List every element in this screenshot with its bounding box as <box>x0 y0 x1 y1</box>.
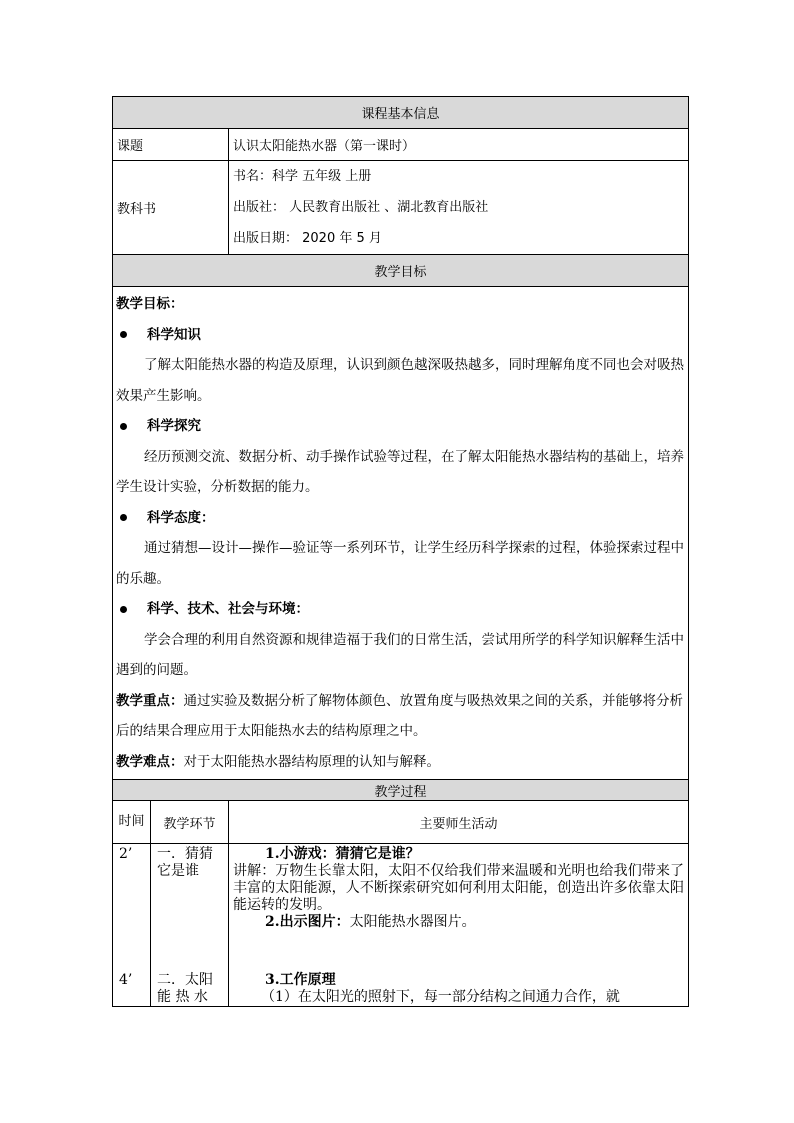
objectives-title: 教学目标： <box>116 296 184 312</box>
publish-date: 出版日期： 2020 年 5 月 <box>233 231 382 246</box>
activity-paragraph: （1）在太阳光的照射下，每一部分结构之间通力合作，就 <box>261 989 620 1005</box>
basic-info-header: 课程基本信息 <box>113 97 689 129</box>
process-steps <box>151 844 229 1007</box>
activity-block <box>233 844 684 972</box>
lesson-plan-document <box>112 96 689 1007</box>
objective-heading: 科学态度： <box>116 503 685 534</box>
objective-text: 通过猜想—设计—操作—验证等一系列环节，让学生经历科学探索的过程，体验探索过程中的乐趣。 <box>116 540 684 587</box>
activity-item: 2.出示图片：太阳能热水器图片。 <box>265 914 476 930</box>
lesson-plan-table <box>112 96 689 1007</box>
process-header: 教学过程 <box>113 780 689 801</box>
bullet-icon <box>120 331 127 338</box>
col-step-header: 教学环节 <box>151 801 229 844</box>
process-activities <box>229 844 689 1007</box>
process-times <box>113 844 151 1007</box>
objective-heading: 科学探究 <box>116 411 685 442</box>
book-name: 书名：科学 五年级 上册 <box>233 169 372 184</box>
textbook-details <box>229 161 689 255</box>
bullet-icon <box>120 606 127 613</box>
textbook-label: 教科书 <box>113 161 229 255</box>
col-time-header: 时间 <box>113 801 151 844</box>
objective-text: 了解太阳能热水器的构造及原理，认识到颜色越深吸热越多，同时理解角度不同也会对吸热效果产生影响。 <box>116 357 684 404</box>
activity-paragraph: 讲解：万物生长靠太阳，太阳不仅给我们带来温暖和光明也给我们带来了丰富的太阳能源，人不断探索研究如何利用太阳能，创造出许多依靠太阳能运转的发明。 <box>233 863 684 913</box>
objective-text: 经历预测交流、数据分析、动手操作试验等过程，在了解太阳能热水器结构的基础上，培养学生设计实验，分析数据的能力。 <box>116 448 684 495</box>
objectives-body <box>113 287 689 780</box>
objectives-header: 教学目标 <box>113 255 689 287</box>
objective-text: 学会合理的利用自然资源和规律造福于我们的日常生活，尝试用所学的科学知识解释生活中遇到的问题。 <box>116 631 684 678</box>
step-cell: 一．猜猜它是谁 <box>157 846 213 879</box>
step-cell: 二．太阳能 热 水 <box>157 972 213 1005</box>
topic-label: 课题 <box>113 129 229 161</box>
time-cell: 4’ <box>119 972 133 988</box>
objective-heading: 科学知识 <box>116 320 685 351</box>
activity-item: 1.小游戏：猜猜它是谁？ <box>265 846 420 862</box>
objective-heading: 科学、技术、社会与环境： <box>116 594 685 625</box>
key-point: 教学重点：通过实验及数据分析了解物体颜色、放置角度与吸热效果之间的关系，并能够将分析后的结果合理应用于太阳能热水去的结构原理之中。 <box>116 692 683 739</box>
bullet-icon <box>120 514 127 521</box>
col-activity-header: 主要师生活动 <box>229 801 689 844</box>
publisher: 出版社： 人民教育出版社 、湖北教育出版社 <box>233 200 489 215</box>
activity-block <box>233 972 684 1006</box>
bullet-icon <box>120 423 127 430</box>
time-cell: 2’ <box>119 846 133 862</box>
difficulty-point: 教学难点：对于太阳能热水器结构原理的认知与解释。 <box>116 753 440 770</box>
activity-item: 3.工作原理 <box>265 972 336 988</box>
topic-value: 认识太阳能热水器（第一课时） <box>229 129 689 161</box>
